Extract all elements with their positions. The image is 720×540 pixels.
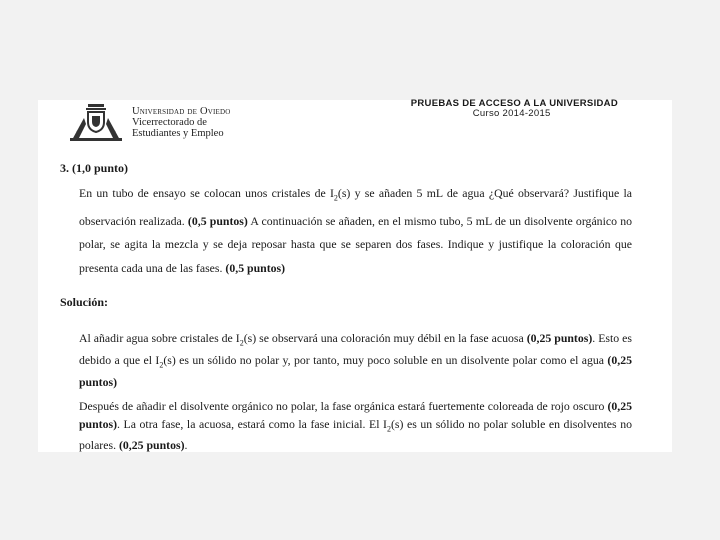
- sol2-points-2: (0,25 puntos): [118, 438, 185, 453]
- sol1-text-b: (s) se observará una coloración muy débil en la fase acuosa: [243, 331, 524, 345]
- question-points-1: (0,5 puntos): [187, 213, 248, 228]
- sol2-points-1: (0,25 puntos): [79, 399, 633, 431]
- sol2-sub-1: 2: [386, 423, 391, 433]
- sol1-points-1: (0,25 puntos): [526, 331, 593, 345]
- question-statement: [79, 182, 632, 280]
- solution-paragraph-2: [79, 398, 632, 455]
- sol2-text-b: . La otra fase, la acuosa, estará como la fase inicial. El I: [117, 416, 387, 431]
- question-sub-1: 2: [333, 193, 338, 203]
- sol1-text-c: . Esto es debido a que el I: [79, 331, 633, 367]
- sol2-text-c: (s) es un sólido no polar soluble en disolventes no polares.: [79, 416, 632, 453]
- vicerrectorado-line-2: Estudiantes y Empleo: [132, 128, 224, 139]
- document-page: [38, 100, 672, 452]
- sol1-text-d: (s) es un sólido no polar y, por tanto, muy poco soluble en un disolvente polar como el agua: [163, 352, 605, 367]
- question-points-2: (0,5 puntos): [225, 260, 286, 275]
- exam-title: PRUEBAS DE ACCESO A LA UNIVERSIDAD: [410, 98, 618, 109]
- sol1-sub-1: 2: [239, 338, 244, 348]
- question-title: [60, 161, 128, 176]
- exam-heading: [411, 99, 618, 119]
- university-crest-logo: [68, 102, 124, 142]
- university-name: Universidad de Oviedo: [132, 106, 231, 117]
- university-heading: [132, 106, 231, 139]
- exam-course: Curso 2014-2015: [472, 108, 551, 119]
- sol1-points-2: (0,25 puntos): [79, 352, 632, 389]
- question-number: 3.: [60, 161, 69, 175]
- solution-paragraph-1: [79, 330, 632, 391]
- sol1-sub-2: 2: [159, 360, 164, 370]
- question-points: (1,0 punto): [72, 161, 129, 175]
- sol1-text-a: Al añadir agua sobre cristales de I: [79, 331, 240, 345]
- question-text-2: (s) y se añaden 5 mL de agua ¿Qué observará? Justifique la observación realizada.: [79, 186, 632, 228]
- question-text-1: En un tubo de ensayo se colocan unos cristales de I: [79, 186, 334, 200]
- sol2-text-a: Después de añadir el disolvente orgánico no polar, la fase orgánica estará fuertemente coloreada de rojo oscuro: [79, 399, 605, 413]
- question-text-3: A continuación se añaden, en el mismo tubo, 5 mL de un disolvente orgánico no polar, se agita la mezcla y se deja reposar hasta que se separen dos fases. Indique y justifique la coloración que presenta cada una de las fases.: [79, 213, 632, 275]
- sol2-end: .: [184, 438, 188, 453]
- vicerrectorado-line-1: Vicerrectorado de: [132, 117, 207, 128]
- solution-heading: Solución:: [60, 295, 109, 309]
